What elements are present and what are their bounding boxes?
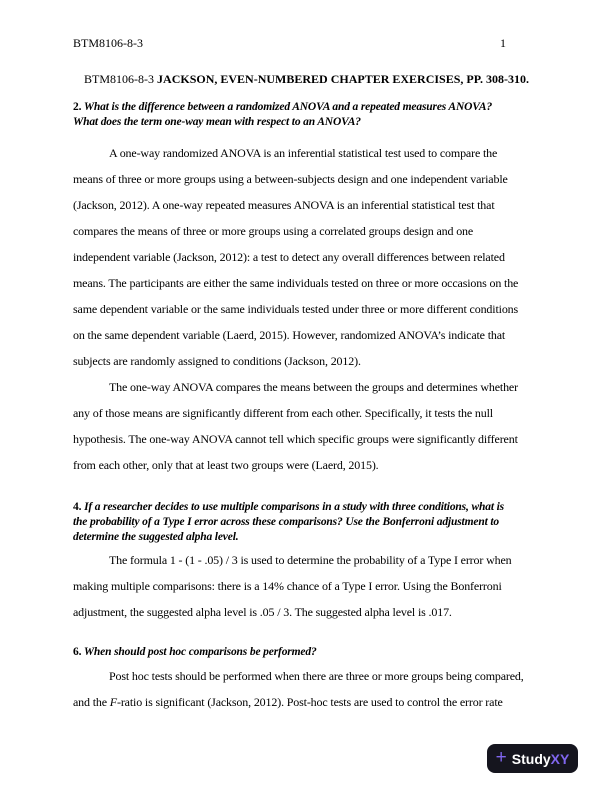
answer-2-paragraphs bbox=[73, 140, 540, 478]
answer-line: hypothesis. The one-way ANOVA cannot tell which specific groups were significantly different bbox=[73, 432, 518, 446]
question-4-text-1: If a researcher decides to use multiple comparisons in a study with three conditions, what is bbox=[84, 501, 504, 513]
question-2-text-1: What is the difference between a randomized ANOVA and a repeated measures ANOVA? bbox=[83, 101, 493, 113]
answer-line bbox=[73, 689, 540, 715]
answer-line: same dependent variable or the same individuals tested under three or more different conditions bbox=[73, 302, 519, 316]
answer-6-f-statistic: F bbox=[109, 695, 117, 709]
logo-text-primary: Study bbox=[511, 750, 551, 767]
answer-line: The formula 1 - (1 - .05) / 3 is used to determine the probability of a Type I error when bbox=[109, 553, 512, 567]
answer-line: on the same dependent variable (Laerd, 2015). However, randomized ANOVA’s indicate that bbox=[73, 328, 506, 342]
question-2 bbox=[73, 100, 540, 130]
answer-line: means. The participants are either the same individuals tested on three or more occasions on the bbox=[73, 276, 519, 290]
question-4 bbox=[73, 500, 540, 545]
question-2-line bbox=[73, 100, 540, 115]
answer-line: Post hoc tests should be performed when there are three or more groups being compared, bbox=[109, 669, 524, 683]
answer-6-paragraph bbox=[73, 663, 540, 715]
answer-line: means of three or more groups using a between-subjects design and one independent variable bbox=[73, 172, 508, 186]
document-title bbox=[73, 72, 540, 86]
question-4-line bbox=[73, 530, 540, 545]
studyxy-badge[interactable] bbox=[487, 744, 578, 773]
question-4-line bbox=[73, 500, 540, 515]
question-2-number: 2. bbox=[73, 101, 82, 113]
question-4-number: 4. bbox=[73, 501, 82, 513]
studyxy-logo-text bbox=[512, 751, 570, 767]
answer-line: independent variable (Jackson, 2012): a test to detect any overall differences between related bbox=[73, 250, 505, 264]
answer-line: (Jackson, 2012). A one-way repeated measures ANOVA is an inferential statistical test that bbox=[73, 198, 495, 212]
answer-line: subjects are randomly assigned to conditions (Jackson, 2012). bbox=[73, 354, 361, 368]
answer-line: adjustment, the suggested alpha level is .05 / 3. The suggested alpha level is .017. bbox=[73, 605, 452, 619]
question-6 bbox=[73, 645, 540, 660]
plus-icon: + bbox=[495, 747, 507, 768]
question-6-number: 6. bbox=[73, 646, 82, 658]
question-6-text: When should post hoc comparisons be performed? bbox=[83, 646, 317, 658]
title-course-code: BTM8106-8-3 bbox=[84, 72, 158, 86]
answer-line: any of those means are significantly different from each other. Specifically, it tests the null bbox=[73, 406, 493, 420]
question-6-line bbox=[73, 645, 540, 660]
running-head: BTM8106-8-3 bbox=[73, 36, 143, 50]
page-header bbox=[73, 36, 540, 50]
answer-6-text-pre: and the bbox=[73, 695, 110, 709]
question-4-line bbox=[73, 515, 540, 530]
question-4-text-2: the probability of a Type I error across these comparisons? Use the Bonferroni adjustment to bbox=[73, 516, 499, 528]
answer-6-text-post: -ratio is significant (Jackson, 2012). Post-hoc tests are used to control the error rate bbox=[116, 695, 503, 709]
answer-line: making multiple comparisons: there is a 14% chance of a Type I error. Using the Bonferroni bbox=[73, 579, 502, 593]
answer-4-paragraph bbox=[73, 547, 540, 625]
question-2-text-2: What does the term one-way mean with respect to an ANOVA? bbox=[73, 116, 361, 128]
logo-text-accent: XY bbox=[550, 750, 570, 767]
question-4-text-3: determine the suggested alpha level. bbox=[73, 531, 239, 543]
answer-line: compares the means of three or more groups using a correlated groups design and one bbox=[73, 224, 474, 238]
answer-line: The one-way ANOVA compares the means between the groups and determines whether bbox=[109, 380, 518, 394]
page-number: 1 bbox=[500, 36, 506, 50]
answer-line: A one-way randomized ANOVA is an inferential statistical test used to compare the bbox=[109, 146, 498, 160]
question-2-line bbox=[73, 115, 540, 130]
title-main-text: JACKSON, EVEN-NUMBERED CHAPTER EXERCISES, PP. 308-310. bbox=[157, 72, 529, 86]
answer-line: from each other, only that at least two groups were (Laerd, 2015). bbox=[73, 458, 379, 472]
